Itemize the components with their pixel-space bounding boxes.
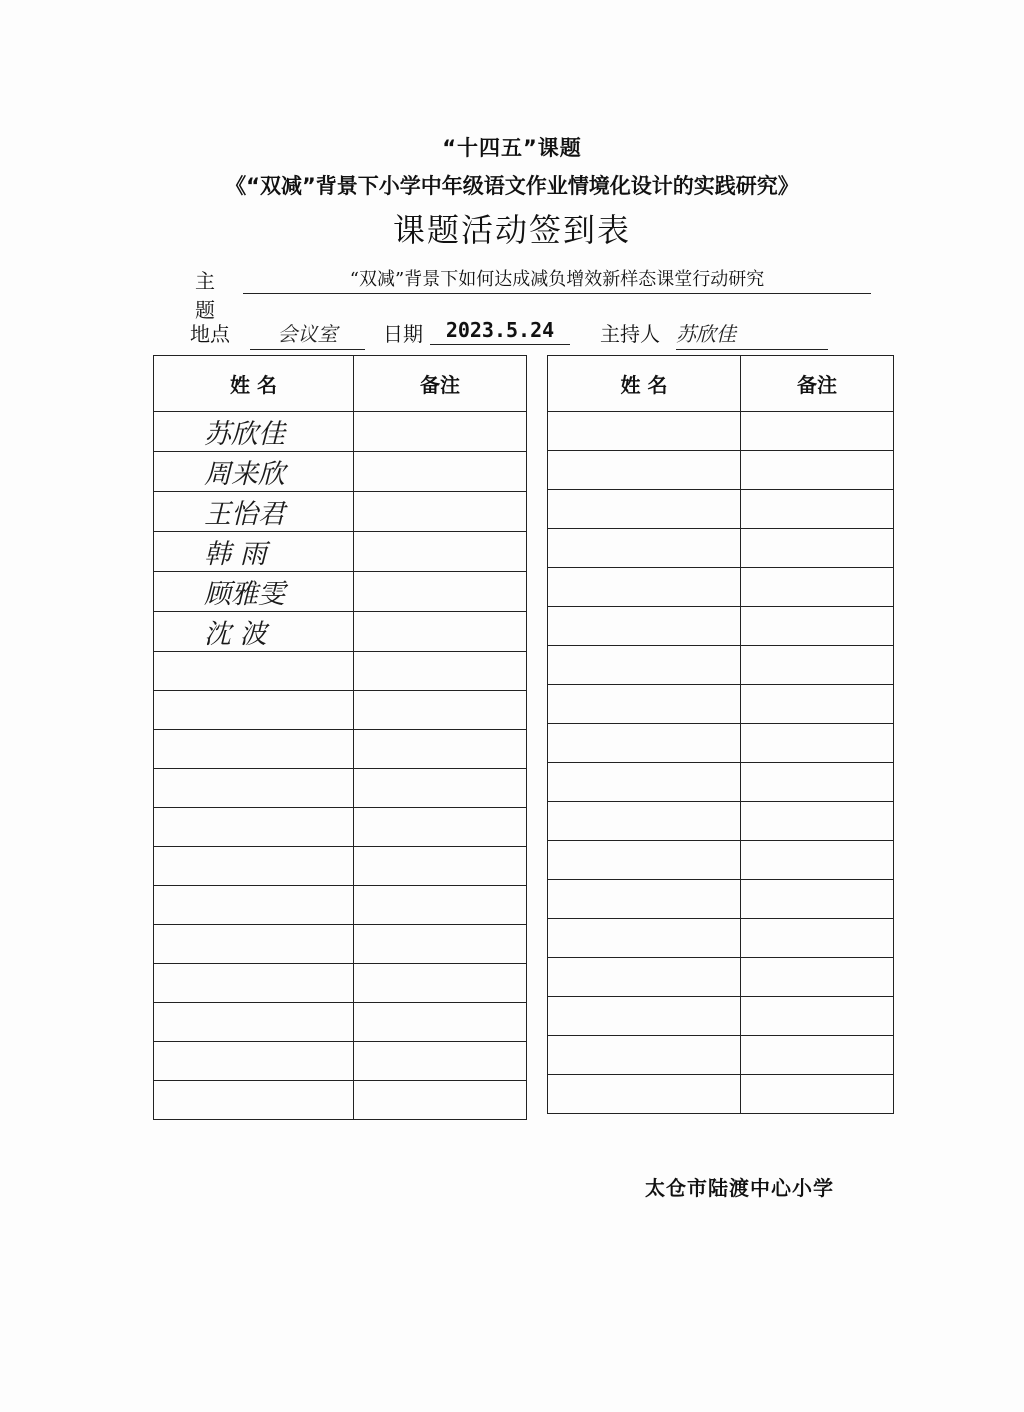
remark-cell	[354, 1042, 527, 1081]
table-row	[154, 452, 527, 492]
remark-cell	[741, 568, 894, 607]
remark-cell	[741, 1075, 894, 1114]
remark-cell	[741, 919, 894, 958]
left-name-header: 姓 名	[154, 356, 354, 412]
remark-cell	[354, 847, 527, 886]
name-cell	[548, 451, 741, 490]
name-cell	[548, 763, 741, 802]
table-row	[548, 802, 894, 841]
name-cell	[548, 997, 741, 1036]
table-row	[548, 880, 894, 919]
table-row	[548, 529, 894, 568]
remark-cell	[354, 964, 527, 1003]
remark-cell	[354, 532, 527, 572]
left-remark-header: 备注	[354, 356, 527, 412]
right-remark-header: 备注	[741, 356, 894, 412]
table-row	[154, 691, 527, 730]
name-cell	[154, 925, 354, 964]
remark-cell	[354, 412, 527, 452]
signature: 沈 波	[154, 612, 354, 652]
name-cell	[548, 802, 741, 841]
remark-cell	[741, 412, 894, 451]
location-label: 地点	[190, 322, 230, 346]
name-cell	[548, 685, 741, 724]
name-cell	[548, 412, 741, 451]
name-cell	[548, 1036, 741, 1075]
name-cell	[154, 1003, 354, 1042]
table-row	[548, 1036, 894, 1075]
name-cell	[548, 490, 741, 529]
remark-cell	[741, 529, 894, 568]
table-row	[548, 568, 894, 607]
table-row	[154, 612, 527, 652]
table-row	[154, 847, 527, 886]
remark-cell	[741, 451, 894, 490]
table-row	[154, 412, 527, 452]
remark-cell	[354, 572, 527, 612]
remark-cell	[741, 880, 894, 919]
signature: 顾雅雯	[154, 572, 354, 612]
host-value: 苏欣佳	[676, 318, 828, 350]
date-label: 日期	[383, 322, 423, 346]
name-cell	[154, 1081, 354, 1120]
table-row	[154, 572, 527, 612]
table-row	[548, 724, 894, 763]
name-cell	[154, 769, 354, 808]
remark-cell	[741, 607, 894, 646]
name-cell	[548, 529, 741, 568]
table-row	[154, 532, 527, 572]
remark-cell	[354, 492, 527, 532]
table-row	[154, 1081, 527, 1120]
host-label: 主持人	[600, 322, 660, 346]
name-cell	[154, 691, 354, 730]
remark-cell	[741, 958, 894, 997]
remark-cell	[354, 1003, 527, 1042]
remark-cell	[354, 1081, 527, 1120]
table-row	[548, 958, 894, 997]
table-row	[154, 925, 527, 964]
remark-cell	[354, 652, 527, 691]
remark-cell	[354, 452, 527, 492]
project-series: “十四五”课题	[442, 136, 582, 160]
signature: 王怡君	[154, 492, 354, 532]
table-row	[548, 841, 894, 880]
name-cell	[548, 958, 741, 997]
remark-cell	[741, 763, 894, 802]
name-cell	[548, 646, 741, 685]
name-cell	[548, 841, 741, 880]
signature: 苏欣佳	[154, 412, 354, 452]
table-row	[154, 1003, 527, 1042]
topic-label: 主题	[195, 269, 215, 322]
table-row	[154, 492, 527, 532]
remark-cell	[354, 612, 527, 652]
table-row	[548, 763, 894, 802]
table-row	[548, 685, 894, 724]
remark-cell	[741, 646, 894, 685]
location-value: 会议室	[250, 318, 365, 350]
name-cell	[548, 607, 741, 646]
right-table-body	[548, 412, 894, 1114]
right-name-header: 姓 名	[548, 356, 741, 412]
name-cell	[548, 568, 741, 607]
table-row	[154, 1042, 527, 1081]
remark-cell	[354, 886, 527, 925]
remark-cell	[741, 841, 894, 880]
table-row	[548, 412, 894, 451]
table-row	[548, 490, 894, 529]
table-row	[548, 919, 894, 958]
table-row	[154, 808, 527, 847]
table-row	[548, 451, 894, 490]
signature: 韩 雨	[154, 532, 354, 572]
name-cell	[154, 730, 354, 769]
remark-cell	[741, 685, 894, 724]
left-table	[153, 355, 527, 1120]
remark-cell	[741, 490, 894, 529]
name-cell	[154, 964, 354, 1003]
name-cell	[548, 880, 741, 919]
table-row	[548, 997, 894, 1036]
name-cell	[548, 724, 741, 763]
remark-cell	[354, 691, 527, 730]
remark-cell	[741, 724, 894, 763]
table-row	[548, 646, 894, 685]
table-row	[154, 964, 527, 1003]
remark-cell	[741, 802, 894, 841]
remark-cell	[354, 808, 527, 847]
remark-cell	[354, 730, 527, 769]
date-value: 2023.5.24	[430, 318, 570, 345]
sign-in-table	[153, 355, 893, 1127]
name-cell	[548, 919, 741, 958]
remark-cell	[354, 769, 527, 808]
page-title: 课题活动签到表	[392, 211, 631, 249]
remark-cell	[741, 1036, 894, 1075]
table-row	[548, 1075, 894, 1114]
name-cell	[548, 1075, 741, 1114]
name-cell	[154, 808, 354, 847]
remark-cell	[354, 925, 527, 964]
topic-value: “双减”背景下如何达成减负增效新样态课堂行动研究	[243, 265, 871, 294]
project-title: 《“双减”背景下小学中年级语文作业情境化设计的实践研究》	[225, 174, 799, 198]
name-cell	[154, 847, 354, 886]
table-row	[154, 730, 527, 769]
table-row	[154, 652, 527, 691]
name-cell	[154, 652, 354, 691]
name-cell	[154, 886, 354, 925]
remark-cell	[741, 997, 894, 1036]
table-row	[154, 769, 527, 808]
school-name: 太仓市陆渡中心小学	[645, 1176, 834, 1200]
table-row	[548, 607, 894, 646]
signature: 周来欣	[154, 452, 354, 492]
name-cell	[154, 1042, 354, 1081]
left-table-body	[154, 412, 527, 1120]
table-row	[154, 886, 527, 925]
right-table	[547, 355, 894, 1114]
